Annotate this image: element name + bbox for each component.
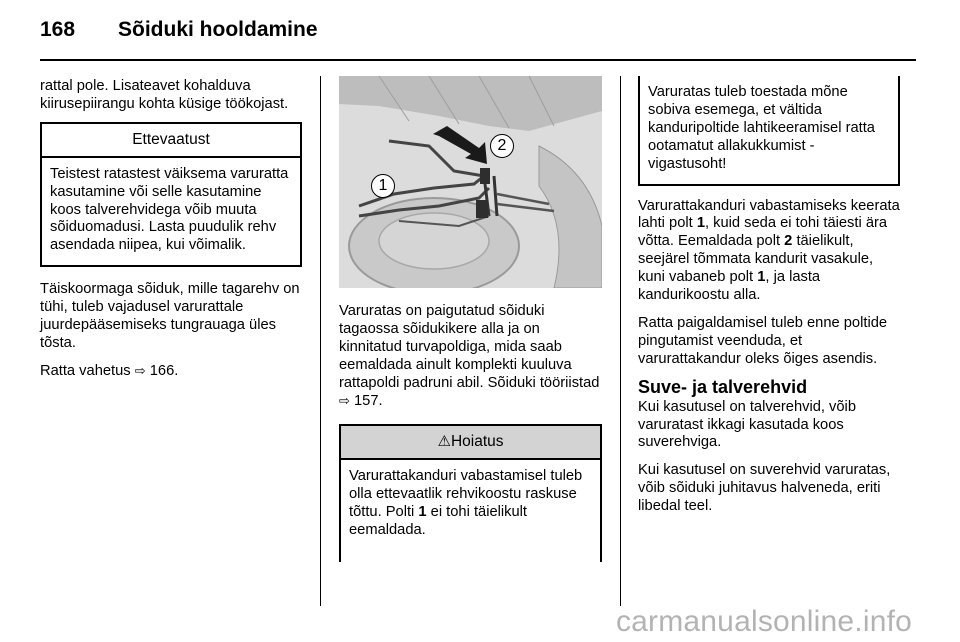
warning-body	[341, 460, 600, 562]
warning-triangle-icon: ⚠	[437, 432, 451, 451]
column-1	[40, 78, 302, 391]
warning-title: Hoiatus	[450, 433, 504, 451]
release-text-e: , ja lasta kandurikoostu alla.	[638, 269, 821, 304]
warning-header	[341, 426, 600, 460]
caution-title: Ettevaatust	[42, 124, 300, 158]
page-ref-arrow-icon: ⇨	[134, 363, 146, 379]
tools-page-ref[interactable]: 157.	[354, 392, 383, 409]
bolt-1-label: 1	[696, 215, 705, 232]
release-text-a: Varurattakanduri vabastamiseks keerata lahti polt	[638, 197, 900, 232]
jack-paragraph: Täiskoormaga sõiduk, mille tagarehv on tühi, tuleb vajadusel varurattale juurdepääsemiseks tungrauaga üles tõsta.	[40, 281, 300, 351]
page-ref-arrow-icon: ⇨	[339, 393, 350, 409]
column-3	[638, 76, 900, 526]
wheel-change-text: Ratta vahetus	[40, 362, 131, 379]
callout-1: 1	[371, 174, 395, 198]
page-title: Sõiduki hooldamine	[118, 18, 318, 41]
column-2	[339, 303, 602, 562]
watermark: carmanualsonline.info	[615, 605, 912, 638]
intro-paragraph: rattal pole. Lisateavet kohalduva kiirusepiirangu kohta küsige töökojast.	[40, 78, 289, 112]
install-paragraph: Ratta paigaldamisel tuleb enne poltide pingutamist veenduda, et varurattakandur oleks õiges asendis.	[638, 314, 888, 367]
bolt-1-label-2: 1	[757, 269, 766, 286]
warning-text-b: ei tohi täielikult eemaldada.	[349, 504, 528, 539]
column-divider-2	[620, 76, 621, 606]
warning-text-a: Varurattakanduri vabastamisel tuleb olla ettevaatlik rehvikoostu raskuse tõttu. Polti	[349, 468, 583, 521]
winter-paragraph: Kui kasutusel on talverehvid, võib varuratast ikkagi kasutada koos suverehviga.	[638, 398, 856, 451]
column-divider-1	[320, 76, 321, 606]
header-rule	[40, 59, 916, 61]
bolt-2-label: 2	[784, 233, 793, 250]
wheel-change-page[interactable]: 166.	[149, 362, 179, 379]
caution-body: Teistest ratastest väiksema varuratta kasutamine või selle kasutamine koos talverehvidega võib muuta sõiduomadusi. Lasta puudulik rehv asendada niipea, kui võimalik.	[50, 165, 289, 254]
spare-wheel-illustration	[339, 76, 602, 288]
release-text-c: , kuid seda ei tohi täiesti ära võtta. Eemaldada polt	[638, 215, 888, 250]
summer-paragraph: Kui kasutusel on suverehvid varuratas, võib sõiduki juhitavus halveneda, eriti libedal teel.	[638, 462, 891, 515]
callout-2: 2	[490, 134, 514, 158]
caution-box	[40, 122, 302, 267]
release-paragraph	[638, 198, 900, 305]
page-number: 168	[40, 18, 76, 41]
wheel-change-ref	[40, 363, 302, 381]
warning-box	[339, 424, 602, 562]
section-subheading: Suve- ja talverehvid	[638, 376, 808, 397]
warning-bolt-number: 1	[418, 504, 427, 521]
spare-location-text: Varuratas on paigutatud sõiduki tagaossa sõidukikere alla ja on kinnitatud turvapoldiga, mida saab eemaldada ainult komplekti kuuluva rattapoldi padruni abil. Sõiduki tööriistad	[339, 303, 600, 391]
release-text-d: täielikult, seejärel tõmmata kandurit vasakule, kuni vabaneb polt	[638, 233, 874, 286]
support-box	[638, 76, 900, 186]
support-box-body: Varuratas tuleb toestada mõne sobiva esemega, et vältida kanduripoltide lahtikeeramisel ratta ootamatut allakukkumist - vigastusoht!	[648, 84, 875, 172]
spare-location-paragraph	[339, 303, 602, 410]
